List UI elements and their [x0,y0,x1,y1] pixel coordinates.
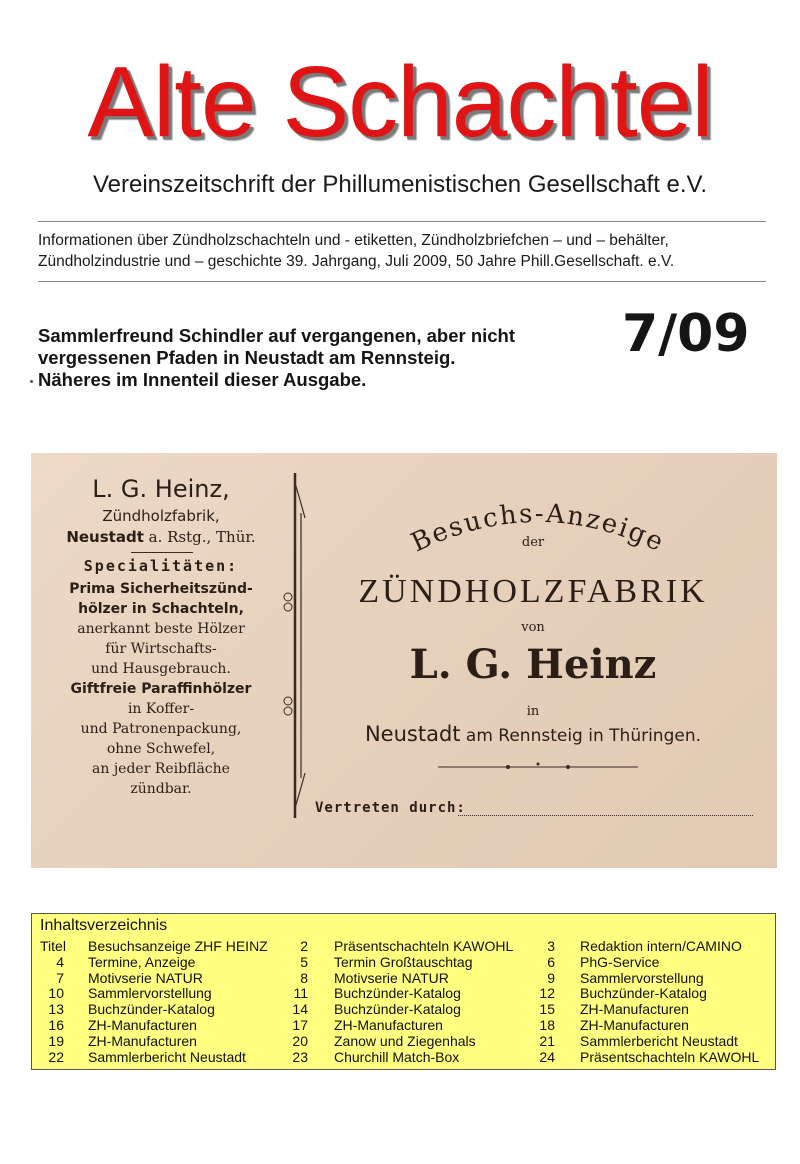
card-location [31,528,291,546]
toc-page-number: 15 [539,1001,555,1018]
toc-page-number: 2 [300,938,308,954]
card-town: Neustadt [364,722,461,746]
toc-entry-title: Termine, Anzeige [88,953,196,970]
toc-entry [32,954,777,970]
card-line: anerkannt beste Hölzer [77,621,245,637]
toc-entry-title: Termin Großtauschtag [334,953,473,970]
card-line: Giftfreie Paraffinhölzer [70,681,252,697]
bullet-dot [30,380,33,383]
card-owner: L. G. Heinz [409,641,657,688]
toc-page-number: Titel [40,938,66,954]
toc-page-number: 24 [539,1048,555,1065]
toc-entry-title: ZH-Manufacturen [88,1032,197,1049]
toc-entry [32,1017,777,1033]
toc-page-number: 21 [539,1032,555,1049]
toc-entry-title: Besuchsanzeige ZHF HEINZ [88,938,268,954]
toc-entry [32,1033,777,1049]
toc-page-number: 16 [48,1017,64,1033]
card-line: in Koffer- [127,701,195,717]
info-block [38,230,768,272]
toc-entry [32,1001,777,1017]
info-line-1: Informationen über Zündholzschachteln und - etiketten, Zündholzbriefchen – und – behälter, [38,232,669,249]
card-dotted-line [458,815,753,816]
toc-page-number: 4 [56,953,64,970]
toc-entry-title: PhG-Service [580,953,660,970]
toc-entry-title: Buchzünder-Katalog [334,1001,461,1018]
toc-page-number: 8 [300,969,308,986]
toc-entry-title: ZH-Manufacturen [88,1017,197,1033]
toc-entry-title: ZH-Manufacturen [580,1001,689,1018]
lead-line-2: vergessenen Pfaden in Neustadt am Rennsteig. [38,347,456,368]
toc-page-number: 14 [292,1001,308,1018]
toc-page-number: 19 [48,1032,64,1049]
toc-page-number: 7 [56,969,64,986]
card-location-rest: a. Rstg., Thür. [143,528,256,546]
toc-entry-title: Präsentschachteln KAWOHL [580,1048,760,1065]
toc-page-number: 5 [300,953,308,970]
toc-page-number: 6 [547,953,555,970]
toc-entry-title: Motivserie NATUR [88,969,203,986]
masthead-title: Alte Schachtel [87,46,713,158]
toc-entry-title: Buchzünder-Katalog [334,985,461,1002]
card-town-rest: am Rennsteig in Thüringen. [460,726,702,746]
toc-entry-title: Präsentschachteln KAWOHL [334,938,514,954]
card-line: für Wirtschafts- [105,641,217,657]
card-line: ohne Schwefel, [106,741,216,757]
card-specialty-lines [31,579,291,799]
masthead-subtitle: Vereinszeitschrift der Phillumenistischen Gesellschaft e.V. [92,171,708,198]
toc-entry-title: Zanow und Ziegenhals [334,1032,476,1049]
card-von: von [521,620,545,635]
toc-page-number: 12 [539,985,555,1002]
toc-page-number: 17 [292,1017,308,1033]
toc-page-number: 22 [48,1048,64,1065]
card-flourish [438,761,638,773]
toc-entry-title: Motivserie NATUR [334,969,449,986]
card-separator [131,552,193,553]
top-rule [38,221,766,222]
lead-line-3: Näheres im Innenteil dieser Ausgabe. [38,369,367,390]
visit-card-image [31,453,777,868]
toc-entry-title: Sammlerbericht Neustadt [88,1048,246,1065]
toc-page-number: 13 [48,1001,64,1018]
toc-entry-title: Redaktion intern/CAMINO [580,938,742,954]
toc-title: Inhaltsverzeichnis [40,917,168,934]
toc-entry-title: Buchzünder-Katalog [580,985,707,1002]
card-line: an jeder Reibfläche [92,761,230,777]
issue-number: 7/09 [622,304,750,364]
card-besuchs-text: Besuchs-Anzeige [406,498,670,559]
card-besuchs-arched [373,493,703,573]
toc-entry-title: Sammlervorstellung [88,985,212,1002]
lead-line-1: Sammlerfreund Schindler auf vergangenen, aber nicht [38,325,516,346]
toc-entry [32,1049,777,1065]
toc-page-number: 18 [539,1017,555,1033]
toc-page-number: 9 [547,969,555,986]
card-in: in [526,704,540,719]
card-factory: ZÜNDHOLZFABRIK [358,573,708,610]
toc-page-number: 3 [547,938,555,954]
toc-entry-title: Sammlervorstellung [580,969,704,986]
toc-page-number: 10 [48,985,64,1002]
card-line: und Hausgebrauch. [91,661,231,677]
card-line: hölzer in Schachteln, [78,601,244,617]
bottom-rule [38,281,766,282]
toc-page-number: 23 [292,1048,308,1065]
toc-entry-title: Sammlerbericht Neustadt [580,1032,738,1049]
info-line-2: Zündholzindustrie und – geschichte 39. Jahrgang, Juli 2009, 50 Jahre Phill.Gesellschaft. e.V. [38,253,675,270]
toc-entry [32,970,777,986]
card-specialties: Specialitäten: [83,557,239,575]
lead-text [38,325,598,391]
card-town-line [303,722,763,746]
card-heinz-name: L. G. Heinz, [92,475,230,503]
card-company: Zündholzfabrik, [102,507,220,525]
card-line: Prima Sicherheitszünd- [69,581,253,597]
card-line: zündbar. [130,781,192,797]
toc-entry-title: ZH-Manufacturen [334,1017,443,1033]
toc-page-number: 11 [293,985,308,1002]
toc-entry [32,938,777,954]
card-der: der [521,535,545,550]
toc-entry-title: Buchzünder-Katalog [88,1001,215,1018]
table-of-contents [31,913,776,1070]
toc-entry-title: Churchill Match-Box [334,1048,460,1065]
card-represented: Vertreten durch: [315,800,466,816]
toc-page-number: 20 [292,1032,308,1049]
card-location-town: Neustadt [66,528,144,546]
toc-entry-title: ZH-Manufacturen [580,1017,689,1033]
card-line: und Patronenpackung, [80,721,242,737]
toc-entry [32,985,777,1001]
